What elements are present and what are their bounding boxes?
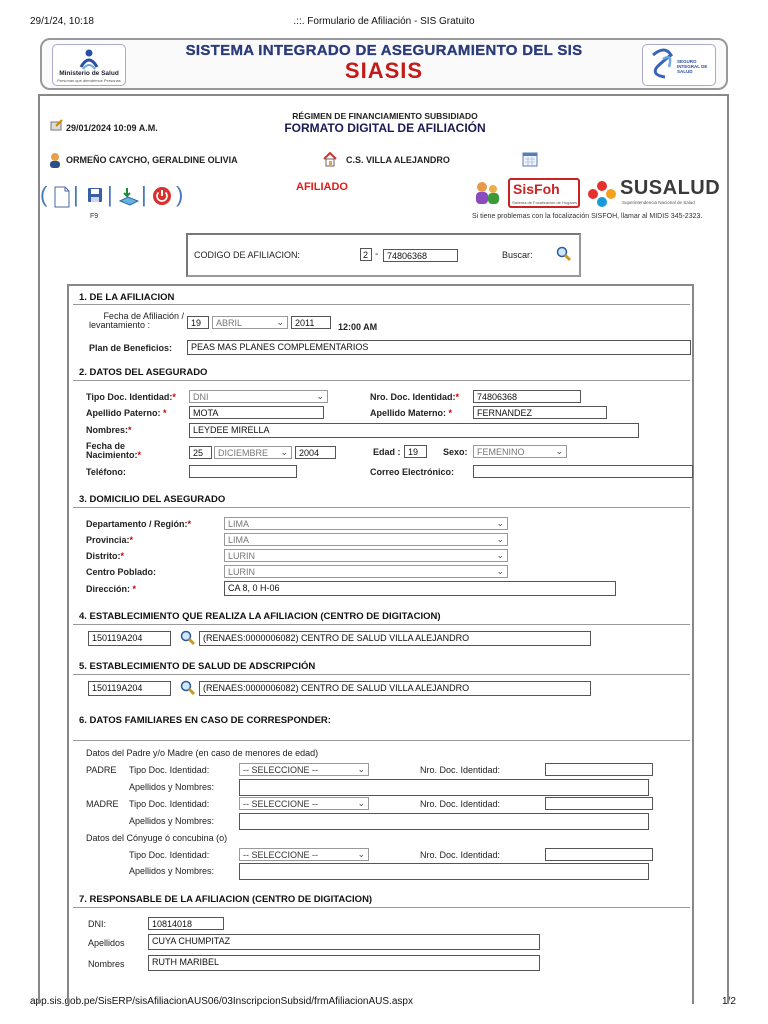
address-input[interactable]: CA 8, 0 H-06 <box>224 581 616 596</box>
code-dash: - <box>375 249 379 260</box>
print-datetime: 29/1/24, 10:18 <box>30 16 94 27</box>
edit-date-icon <box>50 119 64 131</box>
spouse-doc-type-select[interactable]: -- SELECCIONE -- ⌄ <box>239 848 369 861</box>
print-page-number: 1/2 <box>722 996 736 1007</box>
section-6-title: 6. DATOS FAMILIARES EN CASO DE CORRESPONDER: <box>79 715 331 726</box>
names-label: Nombres:* <box>86 425 132 435</box>
section-3-title: 3. DOMICILIO DEL ASEGURADO <box>79 494 226 505</box>
father-label: PADRE <box>86 765 117 775</box>
code-prefix-input[interactable]: 2 <box>360 248 372 261</box>
doc-number-input[interactable]: 74806368 <box>473 390 581 403</box>
susalud-logo: SUSALUD <box>620 177 721 199</box>
plan-label: Plan de Beneficios: <box>89 343 173 353</box>
mother-doc-type-label: Tipo Doc. Identidad: <box>129 799 210 809</box>
home-icon <box>322 151 338 167</box>
doc-type-select[interactable]: DNI ⌄ <box>189 390 328 403</box>
code-label: CODIGO DE AFILIACION: <box>194 250 301 260</box>
sex-label: Sexo: <box>443 447 468 457</box>
sisfoh-logo: SisFoh Sistema de Focalización de Hogares <box>508 178 580 208</box>
phone-label: Teléfono: <box>86 467 126 477</box>
father-doc-number-label: Nro. Doc. Identidad: <box>420 765 501 775</box>
app-banner <box>40 38 728 90</box>
spouse-doc-number-input[interactable] <box>545 848 653 861</box>
section-2-title: 2. DATOS DEL ASEGURADO <box>79 367 208 378</box>
regime-label: RÉGIMEN DE FINANCIAMIENTO SUBSIDIADO <box>292 111 478 121</box>
last-name-maternal-label: Apellido Materno: * <box>370 408 453 418</box>
section-5-title: 5. ESTABLECIMIENTO DE SALUD DE ADSCRIPCIÓN <box>79 661 316 672</box>
save-icon[interactable] <box>86 186 104 204</box>
names-input[interactable]: LEYDEE MIRELLA <box>189 423 639 438</box>
responsible-lastname-input[interactable]: CUYA CHUMPITAZ <box>148 934 540 950</box>
affiliation-day-input[interactable]: 19 <box>187 316 209 329</box>
responsible-dni-label: DNI: <box>88 919 106 929</box>
affiliation-date-label: Fecha de Afiliación / levantamiento : <box>89 311 184 330</box>
plan-input[interactable]: PEAS MAS PLANES COMPLEMENTARIOS <box>187 340 691 355</box>
last-name-maternal-input[interactable]: FERNANDEZ <box>473 406 607 419</box>
affiliation-month-select[interactable]: ABRIL ⌄ <box>212 316 288 329</box>
spouse-names-input[interactable] <box>239 863 649 880</box>
search-icon[interactable] <box>556 246 572 262</box>
digitation-center-code-input[interactable]: 150119A204 <box>88 631 171 646</box>
last-name-paternal-input[interactable]: MOTA <box>189 406 324 419</box>
app-subtitle: SIASIS <box>344 58 424 83</box>
last-name-paternal-label: Apellido Paterno: * <box>86 408 167 418</box>
susalud-flower-icon <box>587 180 617 208</box>
sisfoh-notice: Si tiene problemas con la focalización SISFOH, llamar al MIDIS 345-2323. <box>472 213 703 220</box>
affiliation-time: 12:00 AM <box>338 322 378 332</box>
father-doc-type-select[interactable]: -- SELECCIONE -- ⌄ <box>239 763 369 776</box>
format-title: FORMATO DIGITAL DE AFILIACIÓN <box>284 121 486 135</box>
save-shortcut: F9 <box>90 213 99 220</box>
father-doc-type-label: Tipo Doc. Identidad: <box>129 765 210 775</box>
mother-names-label: Apellidos y Nombres: <box>129 816 215 826</box>
parents-label: Datos del Padre y/o Madre (en caso de menores de edad) <box>86 748 319 758</box>
section-7-title: 7. RESPONSABLE DE LA AFILIACION (CENTRO DE DIGITACION) <box>79 894 373 905</box>
health-center: C.S. VILLA ALEJANDRO <box>346 155 450 165</box>
search-label: Buscar: <box>502 250 533 260</box>
section-4-title: 4. ESTABLECIMIENTO QUE REALIZA LA AFILIACION (CENTRO DE DIGITACION) <box>79 611 441 622</box>
current-user: ORMEÑO CAYCHO, GERALDINE OLIVIA <box>66 155 238 165</box>
adscription-desc: (RENAES:0000006082) CENTRO DE SALUD VILLA ALEJANDRO <box>199 681 591 696</box>
age-input[interactable]: 19 <box>404 445 427 458</box>
user-icon <box>48 152 62 168</box>
affiliation-year-input[interactable]: 2011 <box>291 316 331 329</box>
age-label: Edad : <box>373 447 401 457</box>
search-center-icon[interactable] <box>180 630 196 646</box>
mother-names-input[interactable] <box>239 813 649 830</box>
map-export-icon[interactable] <box>118 185 140 207</box>
digitation-center-desc: (RENAES:0000006082) CENTRO DE SALUD VILLA ALEJANDRO <box>199 631 591 646</box>
spouse-label: Datos del Cónyuge ó concubina (o) <box>86 833 228 843</box>
father-names-label: Apellidos y Nombres: <box>129 782 215 792</box>
doc-number-label: Nro. Doc. Identidad:* <box>370 392 460 402</box>
town-select[interactable]: LURIN ⌄ <box>224 565 508 578</box>
toolbar: ( | F9 | | ) <box>40 182 184 220</box>
district-select[interactable]: LURIN ⌄ <box>224 549 508 562</box>
father-names-input[interactable] <box>239 779 649 796</box>
department-select[interactable]: LIMA ⌄ <box>224 517 508 530</box>
spouse-doc-type-label: Tipo Doc. Identidad: <box>129 850 210 860</box>
town-label: Centro Poblado: <box>86 567 156 577</box>
doc-type-label: Tipo Doc. Identidad:* <box>86 392 176 402</box>
province-label: Provincia:* <box>86 535 134 545</box>
app-title: SISTEMA INTEGRADO DE ASEGURAMIENTO DEL SIS <box>185 42 583 59</box>
adscription-code-input[interactable]: 150119A204 <box>88 681 171 696</box>
responsible-names-input[interactable]: RUTH MARIBEL <box>148 955 540 971</box>
section-1-title: 1. DE LA AFILIACION <box>79 292 175 303</box>
email-label: Correo Electrónico: <box>370 467 455 477</box>
birth-date-label: Fecha de Nacimiento:* <box>86 441 142 460</box>
responsible-dni-input[interactable]: 10814018 <box>148 917 224 930</box>
birth-year-input[interactable]: 2004 <box>295 446 336 459</box>
affiliation-status: AFILIADO <box>296 181 348 193</box>
minsa-logo: Ministerio de Salud Personas que atendemos Personas <box>52 44 126 86</box>
print-url: app.sis.gob.pe/SisERP/sisAfiliacionAUS06/03InscripcionSubsid/frmAfiliacionAUS.aspx <box>30 996 413 1007</box>
susalud-subtitle: Superintendencia Nacional de Salud <box>622 200 695 205</box>
power-exit-icon[interactable] <box>152 186 172 206</box>
birth-month-select[interactable]: DICIEMBRE ⌄ <box>214 446 292 459</box>
mother-doc-number-input[interactable] <box>545 797 653 810</box>
mother-doc-number-label: Nro. Doc. Identidad: <box>420 799 501 809</box>
province-select[interactable]: LIMA ⌄ <box>224 533 508 546</box>
father-doc-number-input[interactable] <box>545 763 653 776</box>
new-document-icon[interactable] <box>52 185 72 209</box>
responsible-names-label: Nombres <box>88 959 125 969</box>
mother-label: MADRE <box>86 799 119 809</box>
email-input[interactable] <box>473 465 693 478</box>
district-label: Distrito:* <box>86 551 125 561</box>
sis-logo: SEGURO INTEGRAL DE SALUD <box>642 44 716 86</box>
search-adscription-icon[interactable] <box>180 680 196 696</box>
spouse-doc-number-label: Nro. Doc. Identidad: <box>420 850 501 860</box>
code-number-input[interactable]: 74806368 <box>383 249 458 262</box>
sex-select[interactable]: FEMENINO ⌄ <box>473 445 567 458</box>
print-title: .::. Formulario de Afiliación - SIS Gratuito <box>293 16 475 27</box>
spouse-names-label: Apellidos y Nombres: <box>129 866 215 876</box>
mother-doc-type-select[interactable]: -- SELECCIONE -- ⌄ <box>239 797 369 810</box>
people-icon <box>472 180 502 206</box>
department-label: Departamento / Región:* <box>86 519 192 529</box>
responsible-lastname-label: Apellidos <box>88 938 125 948</box>
birth-day-input[interactable]: 25 <box>189 446 212 459</box>
phone-input[interactable] <box>189 465 297 478</box>
address-label: Dirección: * <box>86 584 137 594</box>
calendar-icon[interactable] <box>522 152 538 167</box>
timestamp: 29/01/2024 10:09 A.M. <box>66 123 158 133</box>
